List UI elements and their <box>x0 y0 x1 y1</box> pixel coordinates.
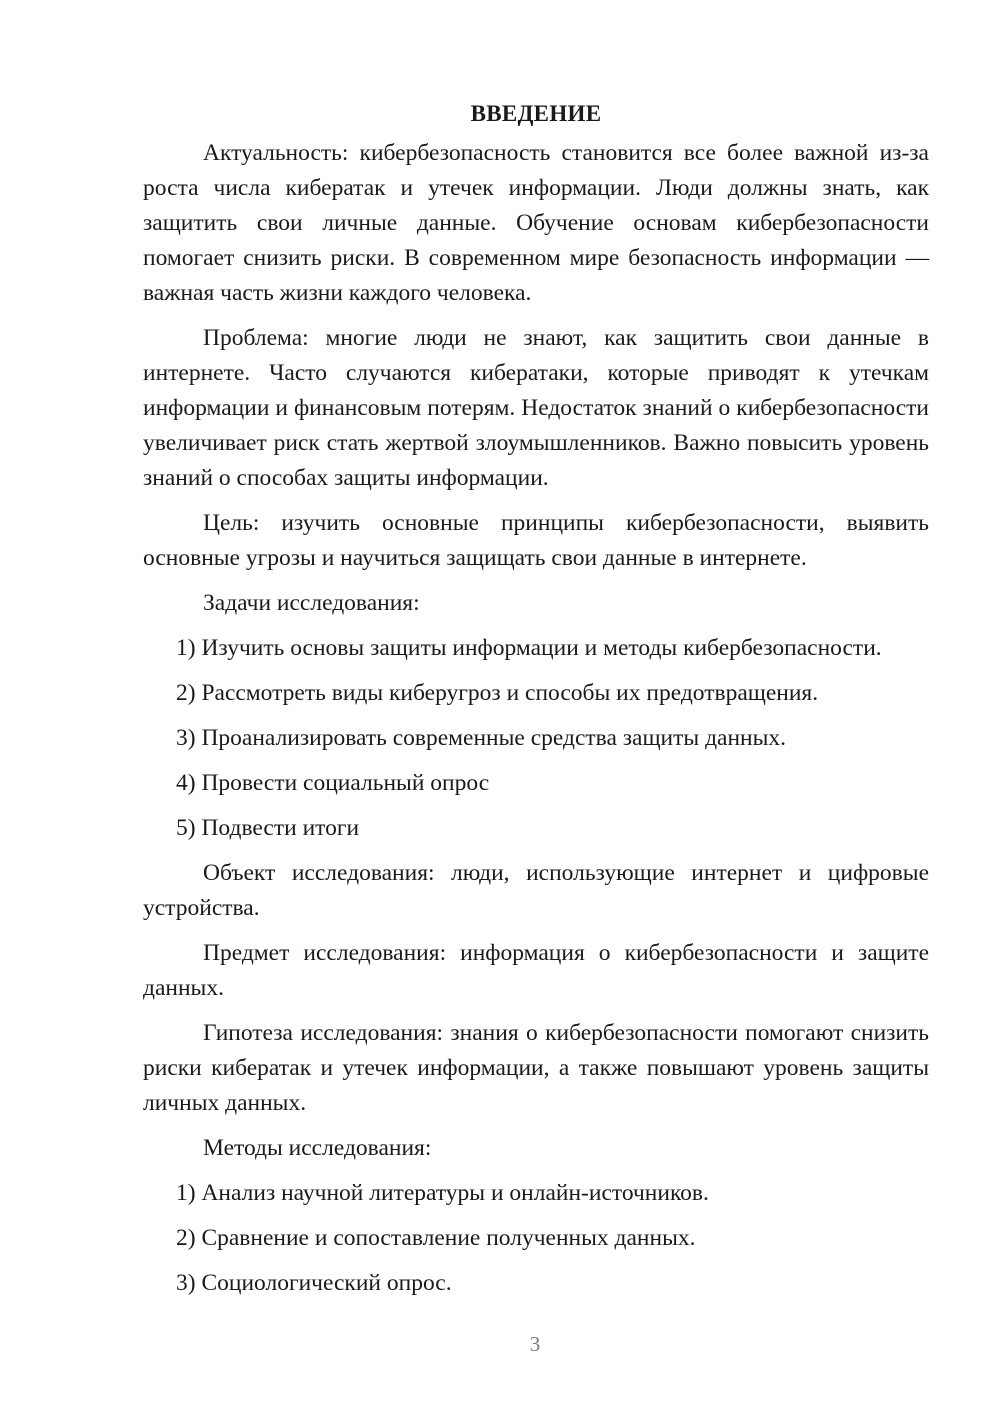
list-item: 3) Проанализировать современные средства защиты данных. <box>176 725 787 751</box>
list-item: 1) Изучить основы защиты информации и методы кибербезопасности. <box>176 635 882 661</box>
list-item: 5) Подвести итоги <box>176 815 360 841</box>
methods-list <box>143 1176 929 1301</box>
tasks-list <box>143 631 929 846</box>
list-item: 2) Рассмотреть виды киберугроз и способы их предотвращения. <box>176 680 819 706</box>
list-item: 2) Сравнение и сопоставление полученных данных. <box>176 1225 696 1251</box>
methods-heading: Методы исследования: <box>203 1135 432 1161</box>
page-content <box>143 96 929 1311</box>
tasks-heading: Задачи исследования: <box>203 590 420 616</box>
problem-paragraph: Проблема: многие люди не знают, как защитить свои данные в интернете. Часто случаются кибератаки, которые приводят к утечкам информации и финансовым потерям. Недостаток знаний о кибербезопасности увеличивает риск стать жертвой злоумышленников. Важно повысить уровень знаний о способах защиты информации. <box>143 325 929 491</box>
page-number: 3 <box>529 1332 541 1356</box>
hypothesis-paragraph: Гипотеза исследования: знания о кибербезопасности помогают снизить риски кибератак и утечек информации, а также повышают уровень защиты личных данных. <box>143 1020 929 1116</box>
list-item: 3) Социологический опрос. <box>176 1270 452 1296</box>
relevance-paragraph: Актуальность: кибербезопасность становится все более важной из-за роста числа кибератак и утечек информации. Люди должны знать, как защитить свои личные данные. Обучение основам кибербезопасности помогает снизить риски. В современном мире безопасность информации — важная часть жизни каждого человека. <box>143 140 929 306</box>
object-paragraph: Объект исследования: люди, использующие интернет и цифровые устройства. <box>143 860 929 921</box>
section-title: ВВЕДЕНИЕ <box>470 101 602 126</box>
list-item: 4) Провести социальный опрос <box>176 770 490 796</box>
subject-paragraph: Предмет исследования: информация о кибербезопасности и защите данных. <box>143 940 929 1001</box>
goal-paragraph: Цель: изучить основные принципы кибербезопасности, выявить основные угрозы и научиться защищать свои данные в интернете. <box>143 510 929 571</box>
list-item: 1) Анализ научной литературы и онлайн-источников. <box>176 1180 709 1206</box>
